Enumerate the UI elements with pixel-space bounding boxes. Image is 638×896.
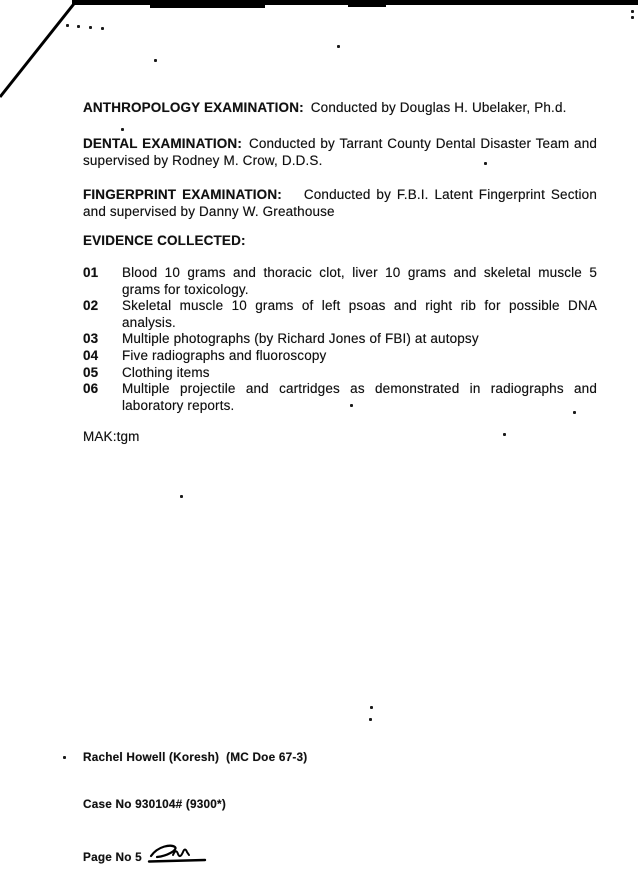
section-dental-text: Conducted by Tarrant County Dental Disaster Team and supervised by Rodney M. Crow, D.D.S. [83, 136, 598, 168]
scan-speck [101, 27, 104, 30]
evidence-item-number: 01 [83, 265, 99, 280]
evidence-item [83, 298, 597, 331]
evidence-item-text: Multiple projectile and cartridges as demonstrated in radiographs and laboratory reports. [122, 381, 597, 413]
evidence-item-text: Five radiographs and fluoroscopy [122, 347, 327, 363]
scan-speck [63, 756, 66, 759]
section-anthropology-label: ANTHROPOLOGY EXAMINATION: [83, 100, 304, 115]
footer-page-label: Page No 5 [83, 849, 142, 864]
evidence-item-text: Clothing items [122, 364, 210, 380]
scan-speck [154, 59, 157, 62]
scan-speck [370, 706, 373, 709]
evidence-item-text: Skeletal muscle 10 grams of left psoas and right rib for possible DNA analysis. [122, 298, 597, 330]
evidence-list [83, 265, 597, 414]
scan-speck [631, 10, 634, 13]
footer-subject-line: Rachel Howell (Koresh) (MC Doe 67-3) [83, 750, 308, 764]
handwritten-initials-signature [148, 843, 210, 865]
footer-page-line [83, 843, 307, 865]
scan-speck [337, 45, 340, 48]
evidence-item [83, 365, 597, 382]
section-anthropology-text: Conducted by Douglas H. Ubelaker, Ph.d. [310, 100, 567, 115]
scan-speck [631, 16, 634, 19]
section-dental-label: DENTAL EXAMINATION: [83, 136, 242, 151]
section-fingerprint-text: Conducted by F.B.I. Latent Fingerprint Section and supervised by Danny W. Greathouse [83, 187, 597, 219]
scan-speck [369, 718, 372, 721]
section-fingerprint-label: FINGERPRINT EXAMINATION: [83, 187, 282, 202]
closing-initials: MAK:tgm [83, 429, 140, 444]
section-dental [83, 136, 597, 169]
evidence-item-number: 05 [83, 364, 99, 380]
evidence-item [83, 348, 597, 365]
evidence-item-text: Multiple photographs (by Richard Jones of FBI) at autopsy [122, 331, 479, 347]
evidence-item-number: 06 [83, 381, 99, 397]
evidence-item [83, 331, 597, 348]
section-anthropology [83, 100, 597, 117]
evidence-heading: EVIDENCE COLLECTED: [83, 233, 246, 248]
scan-edge-bar-thick-2 [348, 0, 386, 7]
evidence-item-text: Blood 10 grams and thoracic clot, liver 10 grams and skeletal muscle 5 grams for toxicology. [122, 265, 597, 297]
corner-fold-line [0, 0, 82, 100]
section-fingerprint [83, 187, 597, 220]
evidence-item-number: 02 [83, 298, 99, 314]
evidence-item [83, 381, 597, 414]
evidence-item-number: 04 [83, 347, 99, 363]
document-footer [83, 719, 307, 896]
footer-case-line: Case No 930104# (9300*) [83, 796, 226, 811]
scan-speck [66, 24, 69, 27]
scan-speck [180, 495, 183, 498]
scan-speck [121, 128, 124, 131]
evidence-item-number: 03 [83, 331, 99, 347]
scan-speck [77, 25, 80, 28]
scan-speck [89, 26, 92, 29]
evidence-item [83, 265, 597, 298]
scan-edge-bar-thick [150, 0, 265, 8]
